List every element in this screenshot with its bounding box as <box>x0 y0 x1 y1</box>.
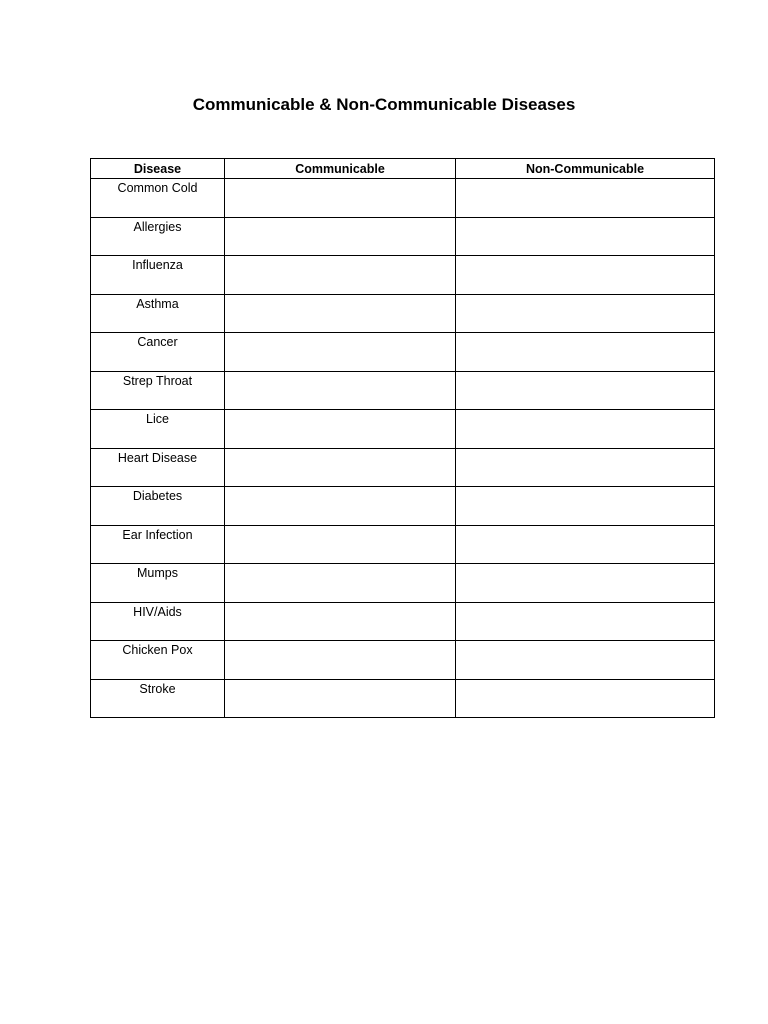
non-communicable-answer-cell[interactable] <box>456 333 715 372</box>
communicable-answer-cell[interactable] <box>225 679 456 718</box>
disease-name-cell: Lice <box>91 410 225 449</box>
page-title: Communicable & Non-Communicable Diseases <box>192 95 576 114</box>
communicable-answer-cell[interactable] <box>225 371 456 410</box>
table-row <box>91 333 715 372</box>
header-communicable: Communicable <box>225 159 456 179</box>
header-row <box>91 159 715 179</box>
disease-table <box>90 158 715 718</box>
disease-name-cell: Strep Throat <box>91 371 225 410</box>
non-communicable-answer-cell[interactable] <box>456 410 715 449</box>
disease-name-cell: Asthma <box>91 294 225 333</box>
non-communicable-answer-cell[interactable] <box>456 371 715 410</box>
communicable-answer-cell[interactable] <box>225 564 456 603</box>
communicable-answer-cell[interactable] <box>225 602 456 641</box>
communicable-answer-cell[interactable] <box>225 525 456 564</box>
communicable-answer-cell[interactable] <box>225 333 456 372</box>
table-header <box>91 159 715 179</box>
table-row <box>91 256 715 295</box>
non-communicable-answer-cell[interactable] <box>456 641 715 680</box>
disease-name-cell: Diabetes <box>91 487 225 526</box>
non-communicable-answer-cell[interactable] <box>456 487 715 526</box>
non-communicable-answer-cell[interactable] <box>456 294 715 333</box>
table-row <box>91 602 715 641</box>
disease-name-cell: Common Cold <box>91 179 225 218</box>
communicable-answer-cell[interactable] <box>225 217 456 256</box>
table-row <box>91 679 715 718</box>
disease-name-cell: HIV/Aids <box>91 602 225 641</box>
non-communicable-answer-cell[interactable] <box>456 448 715 487</box>
table-row <box>91 448 715 487</box>
disease-name-cell: Mumps <box>91 564 225 603</box>
table-body <box>91 179 715 718</box>
non-communicable-answer-cell[interactable] <box>456 564 715 603</box>
disease-name-cell: Ear Infection <box>91 525 225 564</box>
table-row <box>91 179 715 218</box>
non-communicable-answer-cell[interactable] <box>456 679 715 718</box>
table-row <box>91 294 715 333</box>
table-row <box>91 410 715 449</box>
disease-name-cell: Stroke <box>91 679 225 718</box>
table-row <box>91 371 715 410</box>
disease-name-cell: Chicken Pox <box>91 641 225 680</box>
disease-name-cell: Allergies <box>91 217 225 256</box>
non-communicable-answer-cell[interactable] <box>456 602 715 641</box>
disease-name-cell: Cancer <box>91 333 225 372</box>
communicable-answer-cell[interactable] <box>225 256 456 295</box>
table-row <box>91 217 715 256</box>
communicable-answer-cell[interactable] <box>225 448 456 487</box>
disease-name-cell: Heart Disease <box>91 448 225 487</box>
table-row <box>91 564 715 603</box>
table-row <box>91 487 715 526</box>
non-communicable-answer-cell[interactable] <box>456 217 715 256</box>
table-row <box>91 525 715 564</box>
communicable-answer-cell[interactable] <box>225 487 456 526</box>
communicable-answer-cell[interactable] <box>225 410 456 449</box>
communicable-answer-cell[interactable] <box>225 179 456 218</box>
header-disease: Disease <box>91 159 225 179</box>
non-communicable-answer-cell[interactable] <box>456 179 715 218</box>
non-communicable-answer-cell[interactable] <box>456 256 715 295</box>
disease-name-cell: Influenza <box>91 256 225 295</box>
header-non-communicable: Non-Communicable <box>456 159 715 179</box>
table-row <box>91 641 715 680</box>
communicable-answer-cell[interactable] <box>225 294 456 333</box>
communicable-answer-cell[interactable] <box>225 641 456 680</box>
non-communicable-answer-cell[interactable] <box>456 525 715 564</box>
